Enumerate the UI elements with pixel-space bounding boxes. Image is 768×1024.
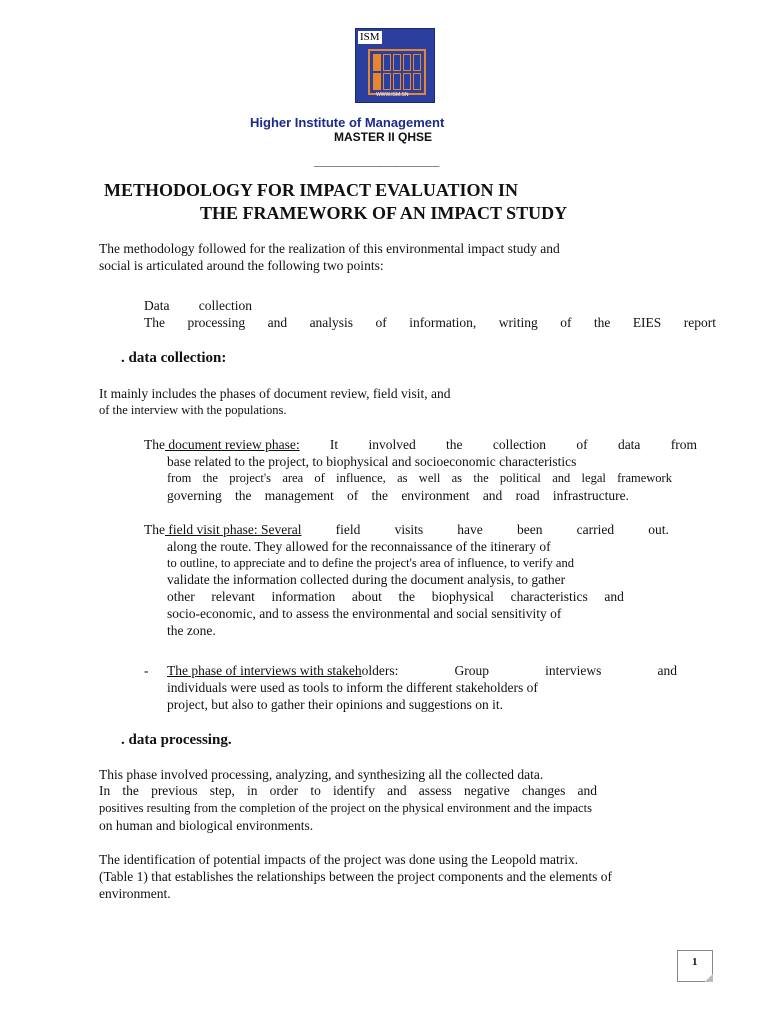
point-2: The processing and analysis of information, writing of the EIES report	[144, 315, 716, 330]
field-visit-line-5: other relevant information about the biophysical characteristics and	[167, 589, 624, 604]
field-visit-line-4: validate the information collected during the document analysis, to gather	[167, 572, 566, 587]
section2-line-6: (Table 1) that establishes the relationships between the project components and the elements of	[99, 869, 613, 884]
doc-review-line-2: base related to the project, to biophysical and socioeconomic characteristics	[167, 454, 577, 469]
section2-line-5: The identification of potential impacts of the project was done using the Leopold matrix.	[99, 852, 579, 867]
field-visit-line-1: The field visit phase: Several field visits have been carried out.	[144, 522, 669, 537]
page-number: 1	[692, 956, 698, 968]
section-heading-data-collection: . data collection:	[121, 350, 227, 366]
section2-line-1: This phase involved processing, analyzing, and synthesizing all the collected data.	[99, 767, 544, 782]
field-visit-line-2: along the route. They allowed for the reconnaissance of the itinerary of	[167, 539, 551, 554]
page-number-box	[677, 950, 713, 982]
logo-url: WWW.ISM.SN	[376, 92, 409, 98]
doc-review-line-3: from the project's area of influence, as well as the political and legal framework	[167, 471, 672, 485]
section2-line-2: In the previous step, in order to identify and assess negative changes and	[99, 783, 597, 798]
interviews-bullet: -	[144, 663, 149, 678]
section2-line-7: environment.	[99, 886, 171, 901]
field-visit-line-6: socio-economic, and to assess the environmental and social sensitivity of	[167, 606, 562, 621]
section2-line-3: positives resulting from the completion of the project on the physical environment and the impacts	[99, 801, 592, 815]
section2-line-4: on human and biological environments.	[99, 818, 314, 833]
program-name: MASTER II QHSE	[334, 130, 433, 144]
logo-tag: ISM	[360, 31, 380, 43]
title-line-2: THE FRAMEWORK OF AN IMPACT STUDY	[200, 203, 568, 223]
interviews-line-1: The phase of interviews with stakeholders: Group interviews and	[167, 663, 677, 678]
ism-logo	[355, 28, 435, 103]
logo-grid-icon	[368, 49, 426, 95]
intro-line-2: social is articulated around the following two points:	[99, 258, 384, 273]
intro-line-1: The methodology followed for the realization of this environmental impact study and	[99, 241, 560, 256]
separator: ______________________	[314, 156, 440, 168]
interviews-line-3: project, but also to gather their opinions and suggestions on it.	[167, 697, 503, 712]
doc-review-line-1: The document review phase: It involved the collection of data from	[144, 437, 697, 452]
section-heading-data-processing: . data processing.	[121, 732, 232, 748]
field-visit-line-3: to outline, to appreciate and to define the project's area of influence, to verify and	[167, 556, 574, 570]
section1-line-1: It mainly includes the phases of document review, field visit, and	[99, 386, 451, 401]
doc-review-line-4: governing the management of the environment and road infrastructure.	[167, 488, 629, 503]
field-visit-line-7: the zone.	[167, 623, 216, 638]
title-line-1: METHODOLOGY FOR IMPACT EVALUATION IN	[104, 180, 519, 200]
institute-name: Higher Institute of Management	[250, 115, 445, 130]
point-1: Data collection	[144, 298, 252, 313]
interviews-line-2: individuals were used as tools to inform the different stakeholders of	[167, 680, 538, 695]
section1-line-2: of the interview with the populations.	[99, 403, 287, 417]
